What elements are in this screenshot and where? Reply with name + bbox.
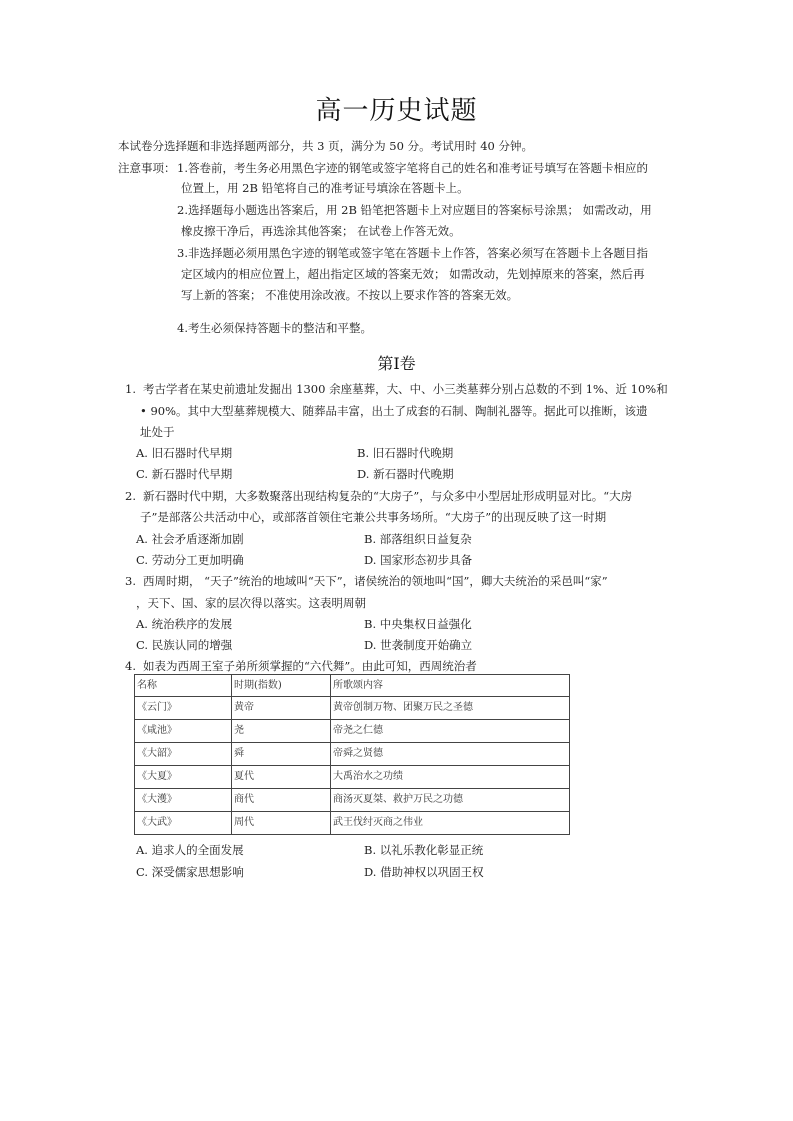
q1-stem-line-1: 考古学者在某史前遗址发掘出 1300 余座墓葬，大、中、小三类墓葬分别占总数的不到 1%、近 10%和 <box>143 382 668 396</box>
table-row <box>135 743 570 766</box>
q4-option-b[interactable]: B. 以礼乐教化彰显正统 <box>364 843 484 857</box>
notice-item-1-line-1: 1.答卷前，考生务必用黑色字迹的钢笔或签字笔将自己的姓名和准考证号填写在答题卡相应的 <box>177 161 648 175</box>
q1-stem-line-2: • 90%。其中大型墓葬规模大、随葬品丰富，出土了成套的石制、陶制礼器等。据此可以推断，该遗 <box>140 404 648 418</box>
table-cell: 《咸池》 <box>135 720 232 743</box>
q4-number: 4. <box>125 659 136 673</box>
table-cell: 夏代 <box>232 766 331 789</box>
page-title: 高一历史试题 <box>315 96 478 126</box>
q3-option-d[interactable]: D. 世袭制度开始确立 <box>364 638 473 652</box>
table-row <box>135 697 570 720</box>
notice-item-3-line-1: 3.非选择题必须用黑色字迹的钢笔或签字笔在答题卡上作答，答案必须写在答题卡上各题目指 <box>177 246 648 260</box>
q4-stem-line-1: 如表为西周王室子弟所须掌握的“六代舞”。由此可知，西周统治者 <box>143 659 477 673</box>
table-cell: 《大濩》 <box>135 789 232 812</box>
q1-stem-line-3: 址处于 <box>140 425 175 439</box>
table-row <box>135 720 570 743</box>
q2-option-b[interactable]: B. 部落组织日益复杂 <box>364 532 472 546</box>
q1-number: 1. <box>125 382 136 396</box>
table-header-cell: 名称 <box>135 675 232 697</box>
q4-option-d[interactable]: D. 借助神权以巩固王权 <box>364 865 484 879</box>
notice-item-3-line-3: 写上新的答案； 不准使用涂改液。不按以上要求作答的答案无效。 <box>181 288 519 302</box>
table-row <box>135 812 570 835</box>
notice-label: 注意事项： <box>118 161 176 175</box>
q3-option-a[interactable]: A. 统治秩序的发展 <box>136 617 233 631</box>
table-cell: 《大韶》 <box>135 743 232 766</box>
q2-option-c[interactable]: C. 劳动分工更加明确 <box>136 553 244 567</box>
notice-item-3-line-2: 定区域内的相应位置上，超出指定区域的答案无效； 如需改动，先划掉原来的答案，然后再 <box>181 267 645 281</box>
table-cell: 《云门》 <box>135 697 232 720</box>
table-cell: 帝尧之仁德 <box>331 720 570 743</box>
table-cell: 周代 <box>232 812 331 835</box>
q1-option-d[interactable]: D. 新石器时代晚期 <box>357 467 454 481</box>
q4-option-c[interactable]: C. 深受儒家思想影响 <box>136 865 244 879</box>
q3-stem-line-2: ，天下、国、家的层次得以落实。这表明周朝 <box>136 596 366 610</box>
table-cell: 《大夏》 <box>135 766 232 789</box>
table-cell: 商汤灭夏桀、救护万民之功德 <box>331 789 570 812</box>
table-row <box>135 766 570 789</box>
q2-option-a[interactable]: A. 社会矛盾逐渐加剧 <box>136 532 244 546</box>
q2-stem-line-1: 新石器时代中期，大多数聚落出现结构复杂的“大房子”，与众多中小型居址形成明显对比。“大房 <box>143 489 633 503</box>
q3-option-c[interactable]: C. 民族认同的增强 <box>136 638 233 652</box>
table-header-row <box>135 675 570 697</box>
notice-item-4: 4.考生必须保持答题卡的整洁和平整。 <box>177 321 372 335</box>
table-cell: 大禹治水之功绩 <box>331 766 570 789</box>
q1-option-a[interactable]: A. 旧石器时代早期 <box>136 446 233 460</box>
table-header-cell: 时期(指数) <box>232 675 331 697</box>
q2-option-d[interactable]: D. 国家形态初步具备 <box>364 553 473 567</box>
table-header-cell: 所歌颂内容 <box>331 675 570 697</box>
q1-option-b[interactable]: B. 旧石器时代晚期 <box>357 446 454 460</box>
table-cell: 《大武》 <box>135 812 232 835</box>
table-cell: 尧 <box>232 720 331 743</box>
q4-option-a[interactable]: A. 追求人的全面发展 <box>136 843 244 857</box>
table-cell: 黄帝 <box>232 697 331 720</box>
section-title: 第Ⅰ卷 <box>377 354 416 373</box>
table-cell: 帝舜之贤德 <box>331 743 570 766</box>
notice-item-2-line-1: 2.选择题每小题选出答案后，用 2B 铅笔把答题卡上对应题目的答案标号涂黑； 如需改动，用 <box>177 203 652 217</box>
q2-stem-line-2: 子”是部落公共活动中心，或部落首领住宅兼公共事务场所。“大房子”的出现反映了这一时期 <box>140 510 607 524</box>
q3-option-b[interactable]: B. 中央集权日益强化 <box>364 617 472 631</box>
table-cell: 商代 <box>232 789 331 812</box>
q2-number: 2. <box>125 489 136 503</box>
table-cell: 黄帝创制万物、团聚万民之圣德 <box>331 697 570 720</box>
table-row <box>135 789 570 812</box>
exam-intro: 本试卷分选择题和非选择题两部分，共 3 页，满分为 50 分。考试用时 40 分钟。 <box>118 139 534 153</box>
table-cell: 武王伐纣灭商之伟业 <box>331 812 570 835</box>
notice-item-1-line-2: 位置上，用 2B 铅笔将自己的准考证号填涂在答题卡上。 <box>181 181 469 195</box>
six-dances-table <box>134 674 570 835</box>
q3-stem-line-1: 西周时期， “天子”统治的地域叫“天下”，诸侯统治的领地叫“国”，卿大夫统治的采邑叫“家” <box>143 574 608 588</box>
q1-option-c[interactable]: C. 新石器时代早期 <box>136 467 233 481</box>
notice-item-2-line-2: 橡皮擦干净后，再选涂其他答案； 在试卷上作答无效。 <box>181 224 461 238</box>
table-cell: 舜 <box>232 743 331 766</box>
q3-number: 3. <box>125 574 136 588</box>
